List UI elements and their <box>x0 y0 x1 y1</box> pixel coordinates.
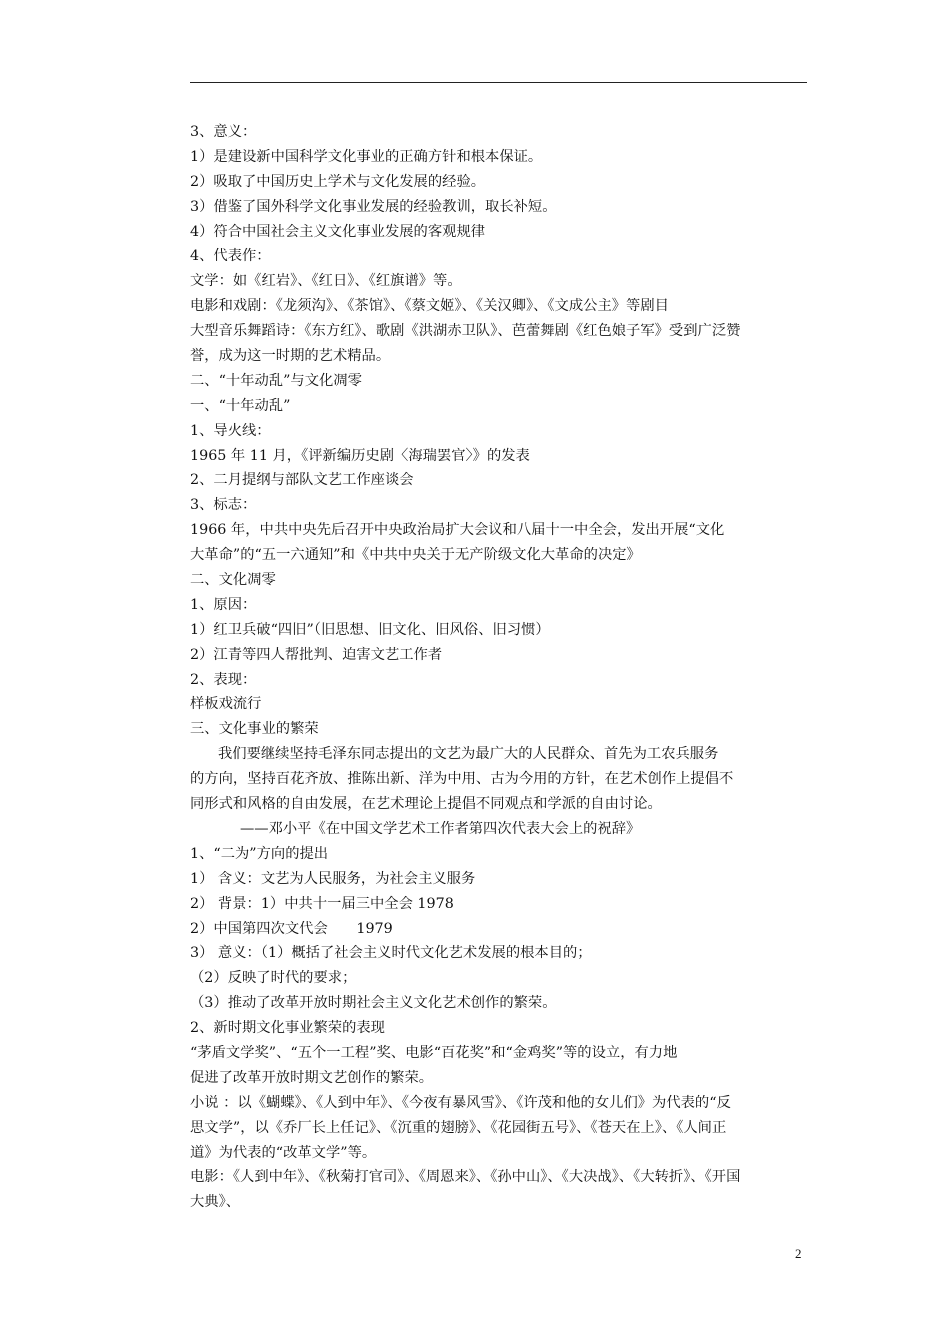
text-line: 样板戏流行 <box>190 696 262 713</box>
text-line: 2、新时期文化事业繁荣的表现 <box>190 1020 385 1037</box>
text-line: 3） 意义：（1）概括了社会主义时代文化艺术发展的根本目的； <box>190 945 592 962</box>
text-line: 1） 含义：文艺为人民服务，为社会主义服务 <box>190 870 476 887</box>
text-line: 促进了改革开放时期文艺创作的繁荣。 <box>190 1069 434 1086</box>
text-line: 大革命”的“五一六通知”和《中共中央关于无产阶级文化大革命的决定》 <box>190 547 641 564</box>
text-line: “茅盾文学奖”、“五个一工程”奖、电影“百花奖”和“金鸡奖”等的设立，有力地 <box>190 1044 678 1061</box>
text-line: 1、原因： <box>190 596 257 613</box>
text-line: （3）推动了改革开放时期社会主义文化艺术创作的繁荣。 <box>190 995 557 1012</box>
text-line: 3、意义： <box>190 124 257 140</box>
text-line: 1、“二为”方向的提出 <box>190 845 329 862</box>
quote-line: 的方向，坚持百花齐放、推陈出新、洋为中用、古为今用的方针，在艺术创作上提倡不 <box>190 771 734 788</box>
header-rule <box>190 82 807 83</box>
quote-line: 同形式和风格的自由发展，在艺术理论上提倡不同观点和学派的自由讨论。 <box>190 796 662 813</box>
text-line: 文学：如《红岩》、《红日》、《红旗谱》等。 <box>190 273 462 290</box>
text-line: 誉，成为这一时期的艺术精品。 <box>190 348 391 365</box>
text-line: 2）江青等四人帮批判、迫害文艺工作者 <box>190 646 443 663</box>
text-line: 1、导火线： <box>190 422 271 439</box>
text-line: 电影：《人到中年》、《秋菊打官司》、《周恩来》、《孙中山》、《大决战》、《大转折》、《开国 <box>190 1169 741 1186</box>
text-line: 电影和戏剧：《龙须沟》、《茶馆》、《蔡文姬》、《关汉卿》、《文成公主》等剧目 <box>190 298 669 315</box>
text-line: 1）是建设新中国科学文化事业的正确方针和根本保证。 <box>190 148 543 165</box>
quote-line: 我们要继续坚持毛泽东同志提出的文艺为最广大的人民群众、首先为工农兵服务 <box>218 746 719 763</box>
text-line: 2）吸取了中国历史上学术与文化发展的经验。 <box>190 173 486 190</box>
subsection-heading: 二、文化凋零 <box>190 572 276 589</box>
page-number: 2 <box>795 1246 802 1261</box>
text-line: 1966 年，中共中央先后召开中央政治局扩大会议和八届十一中全会，发出开展“文化 <box>190 522 725 539</box>
text-line: 小说 ：以《蝴蝶》、《人到中年》、《今夜有暴风雪》、《许茂和他的女儿们》为代表的“反 <box>190 1094 731 1111</box>
text-line: 思文学”，以《乔厂长上任记》、《沉重的翅膀》、《花园街五号》、《苍天在上》、《人间正 <box>190 1119 727 1136</box>
text-line: 大型音乐舞蹈诗：《东方红》、歌剧《洪湖赤卫队》、芭蕾舞剧《红色娘子军》受到广泛赞 <box>190 323 741 340</box>
text-line: 4）符合中国社会主义文化事业发展的客观规律 <box>190 223 486 240</box>
section-heading: 二、“十年动乱”与文化凋零 <box>190 372 362 389</box>
document-body <box>190 120 810 1215</box>
quote-attribution: ——邓小平《在中国文学艺术工作者第四次代表大会上的祝辞》 <box>240 820 641 837</box>
text-line: 大典》、 <box>190 1194 241 1211</box>
text-line: 2、二月提纲与部队文艺工作座谈会 <box>190 472 414 489</box>
text-line: （2）反映了时代的要求； <box>190 970 357 987</box>
text-line: 2）中国第四次文代会 1979 <box>190 920 393 937</box>
text-line: 3）借鉴了国外科学文化事业发展的经验教训，取长补短。 <box>190 198 557 215</box>
text-line: 1965 年 11 月，《评新编历史剧〈海瑞罢官〉》的发表 <box>190 447 530 464</box>
section-heading: 三、文化事业的繁荣 <box>190 721 319 738</box>
text-line: 道》为代表的“改革文学”等。 <box>190 1144 377 1161</box>
text-line: 2、表现： <box>190 671 257 688</box>
text-line: 2） 背景：1）中共十一届三中全会 1978 <box>190 895 454 912</box>
text-line: 1）红卫兵破“四旧”（旧思想、旧文化、旧风俗、旧习惯） <box>190 621 550 638</box>
text-line: 3、标志： <box>190 497 257 514</box>
text-line: 4、代表作： <box>190 248 271 265</box>
subsection-heading: 一、“十年动乱” <box>190 397 291 414</box>
